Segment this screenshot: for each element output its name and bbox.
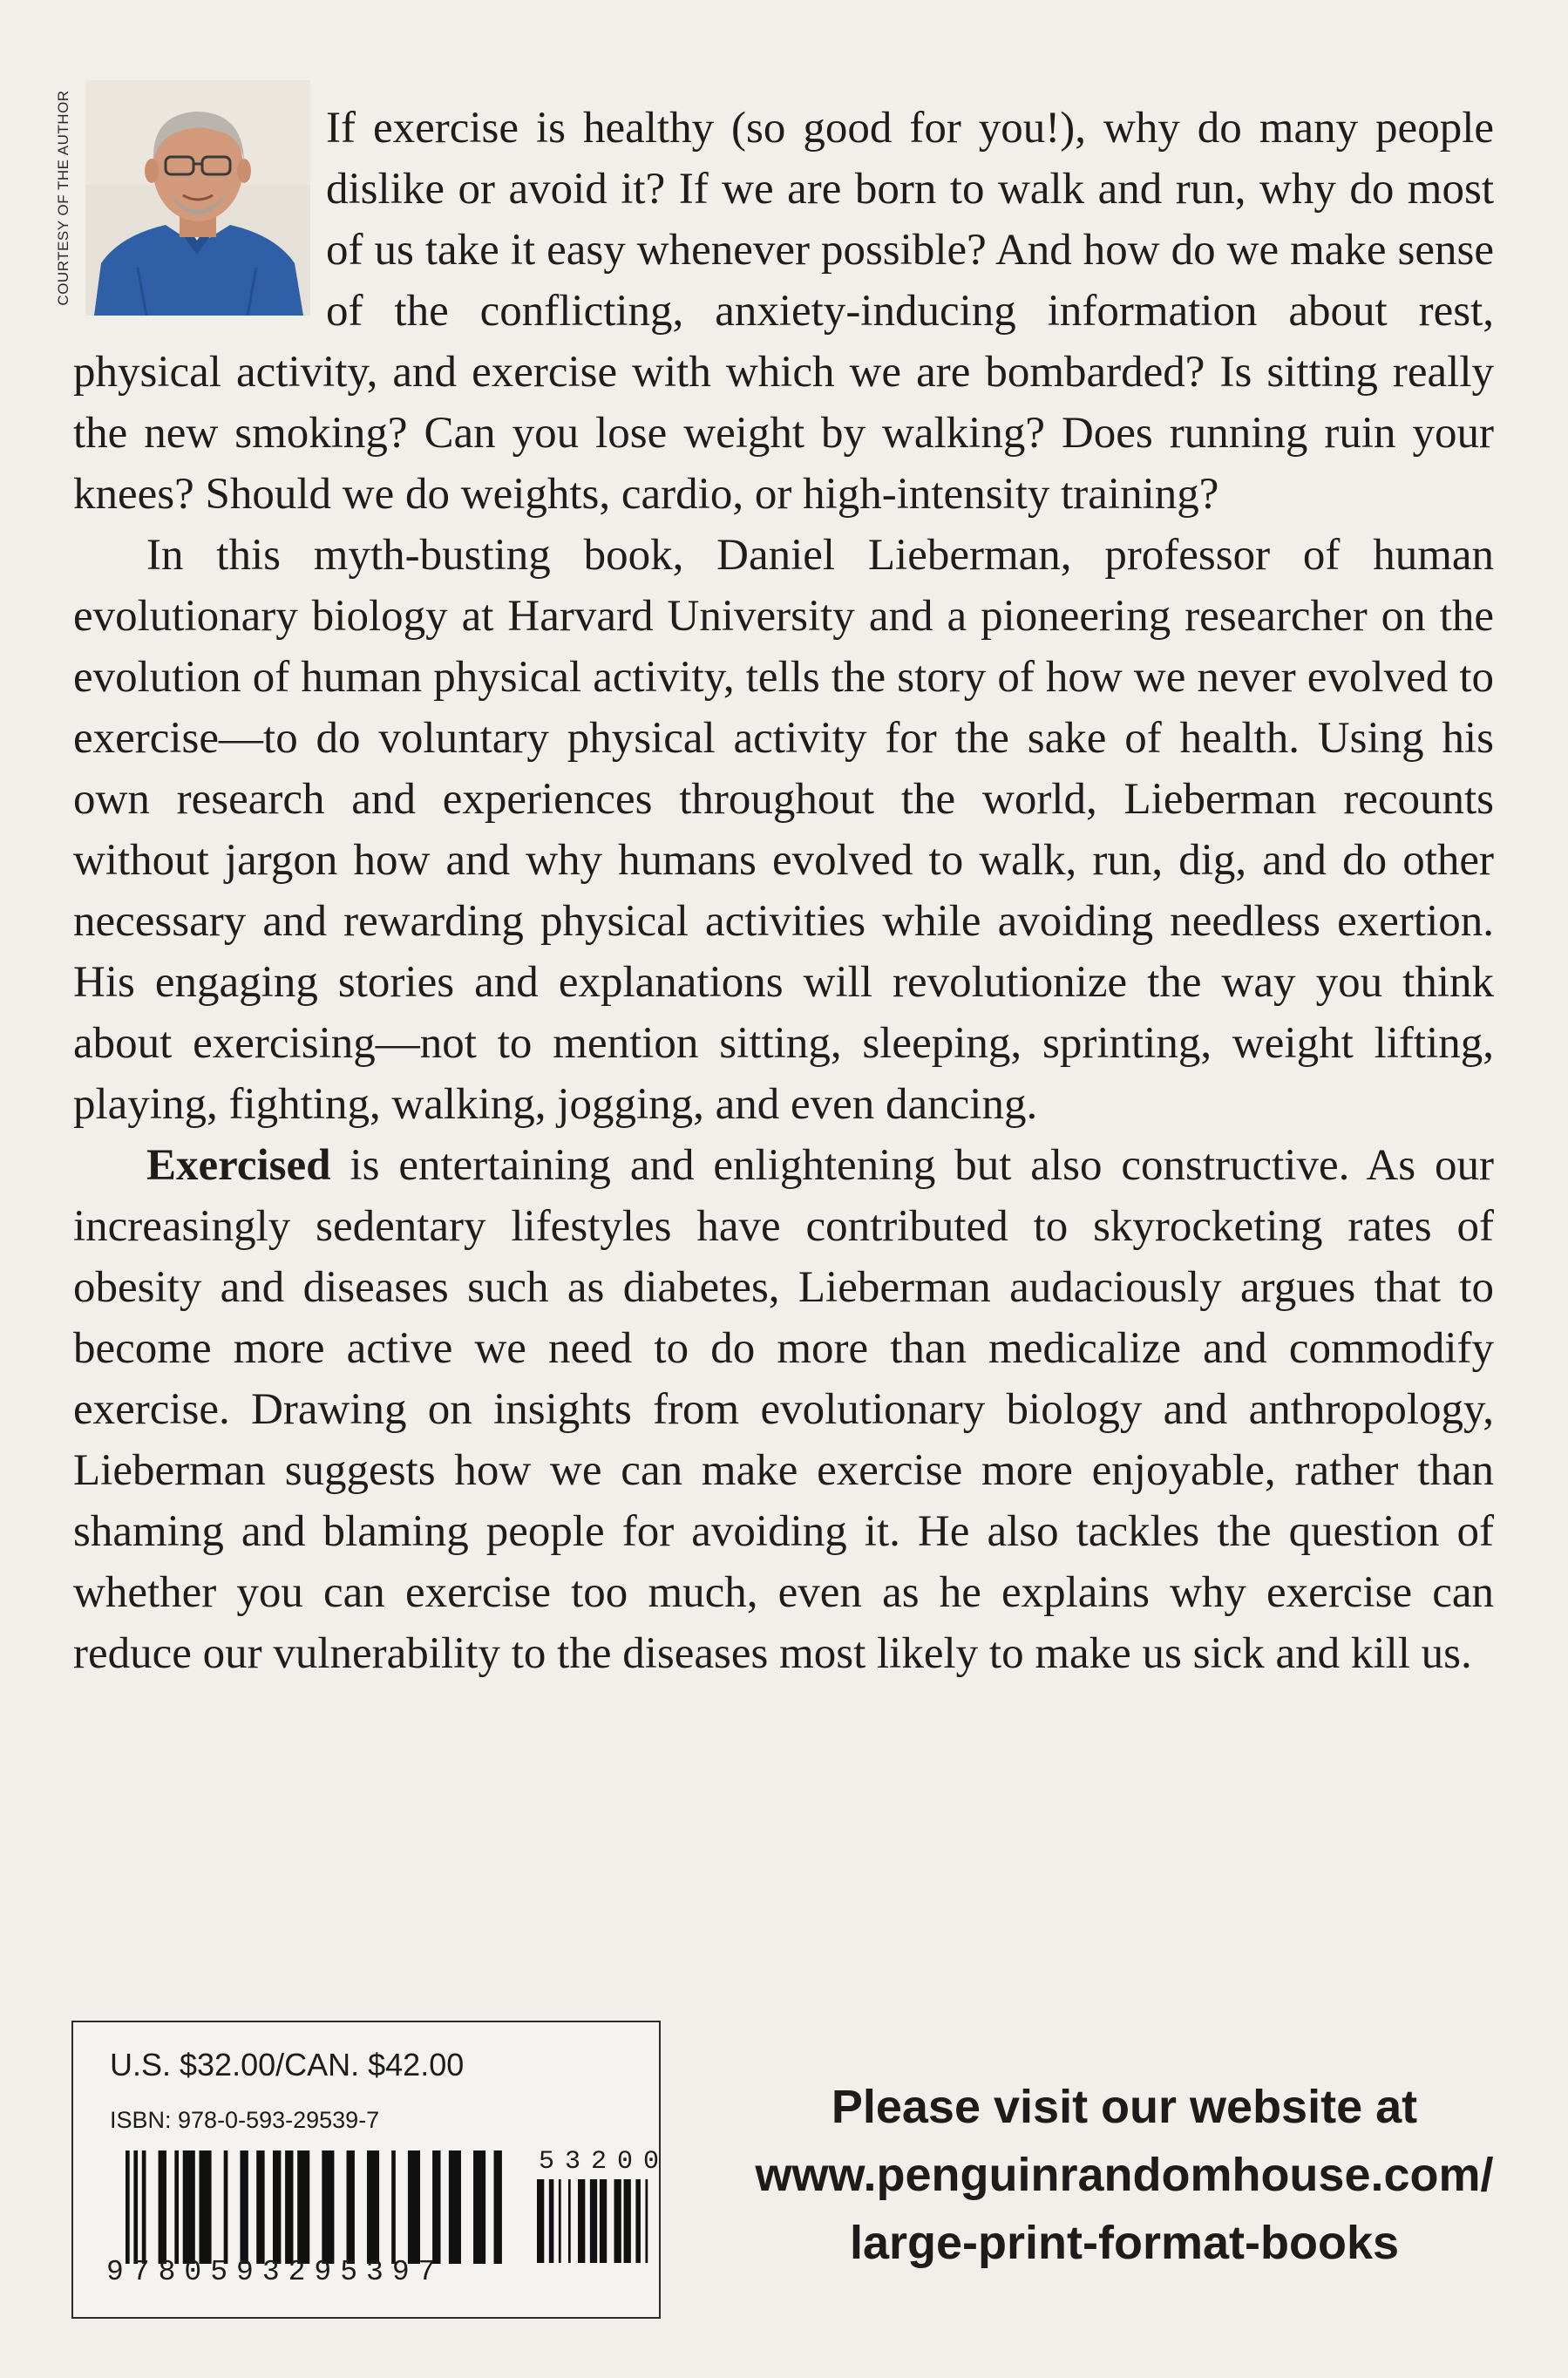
barcode-bar	[559, 2179, 561, 2263]
barcode-bar	[578, 2179, 585, 2263]
barcode-bar	[537, 2179, 544, 2263]
blurb-paragraph-2: In this myth-busting book, Daniel Lieberman, professor of human evolutionary biology at Harvard University and a pioneering researcher on the evolution of human physical activity, tells the story of how we never evolved to exercise—to do voluntary physical activity for the sake of health. Using his own research and experiences throughout the world, Lieberman recounts without jargon how and why humans evolved to walk, run, dig, and do other necessary and rewarding physical activities while avoiding needless exertion. His engaging stories and explanations will revolutionize the way you think about exercising—not to mention sitting, sleeping, sprinting, weight lifting, playing, fighting, walking, jogging, and even dancing.	[73, 531, 1494, 1129]
price-barcode-box	[71, 2021, 670, 2319]
price: U.S. $32.00/CAN. $42.00	[110, 2047, 465, 2082]
website-url-path[interactable]: large-print-format-books	[849, 2217, 1400, 2269]
isbn: ISBN: 978-0-593-29539-7	[110, 2107, 380, 2133]
barcode-bar	[367, 2150, 379, 2264]
blurb-paragraph-3	[73, 1135, 1494, 1684]
book-title: Exercised	[146, 1141, 331, 1190]
barcode-bar	[224, 2150, 228, 2264]
barcode-bar	[614, 2179, 621, 2263]
supplement-digits: 53200	[539, 2147, 670, 2177]
blurb-paragraph-1: If exercise is healthy (so good for you!), why do many people dislike or avoid it? If we are born to walk and run, why do most of us take it easy whenever possible? And how do we make sense of the conflicting, anxiety-inducing information about rest, physical activity, and exercise with which we are bombarded? Is sitting really the new smoking? Can you lose weight by walking? Does running ruin your knees? Should we do weights, cardio, or high-intensity training?	[73, 104, 1494, 519]
barcode-bar	[273, 2150, 281, 2264]
ean13-barcode-icon	[126, 2150, 514, 2264]
website-notice	[689, 2073, 1560, 2277]
photo-credit-text: COURTESY OF THE AUTHOR	[55, 90, 71, 306]
barcode-bar	[159, 2150, 166, 2264]
barcode-bar	[549, 2179, 554, 2263]
website-line-1: Please visit our website at	[831, 2081, 1418, 2133]
barcode-bar	[174, 2150, 179, 2264]
barcode-bar	[285, 2150, 293, 2264]
barcode	[126, 2150, 514, 2264]
website-url[interactable]: www.penguinrandomhouse.com/	[755, 2149, 1494, 2201]
ean5-barcode-icon	[537, 2179, 650, 2263]
barcode-bar	[635, 2179, 641, 2263]
barcode-bar	[297, 2150, 309, 2264]
barcode-bar	[142, 2150, 146, 2264]
supplement-barcode	[537, 2179, 650, 2263]
barcode-bar	[408, 2150, 420, 2264]
barcode-bar	[322, 2150, 334, 2264]
barcode-bar	[240, 2150, 248, 2264]
barcode-digits: 9780593295397	[106, 2256, 445, 2288]
barcode-bar	[645, 2179, 648, 2263]
barcode-bar	[183, 2150, 195, 2264]
blurb	[73, 98, 1494, 1684]
barcode-bar	[133, 2150, 138, 2264]
barcode-bar	[568, 2179, 571, 2263]
barcode-bar	[624, 2179, 631, 2263]
blurb-paragraph-3-text: is entertaining and enlightening but also constructive. As our increasingly sedentary lifestyles have contributed to skyrocketing rates of obesity and diseases such as diabetes, Lieberman audaciously argues that to become more active we need to do more than medicalize and commodify exercise. Drawing on insights from evolutionary biology and anthropology, Lieberman suggests how we can make exercise more enjoyable, rather than shaming and blaming people for avoiding it. He also tackles the question of whether you can exercise too much, even as he explains why exercise can reduce our vulnerability to the diseases most likely to make us sick and kill us.	[73, 1141, 1494, 1678]
barcode-bar	[449, 2150, 461, 2264]
barcode-bar	[473, 2150, 485, 2264]
barcode-bar	[600, 2179, 607, 2263]
barcode-bar	[126, 2150, 130, 2264]
barcode-bar	[347, 2150, 355, 2264]
photo-text-wrap-spacer	[73, 91, 326, 305]
barcode-bar	[200, 2150, 212, 2264]
barcode-bar	[494, 2150, 502, 2264]
barcode-bar	[256, 2150, 264, 2264]
barcode-bar	[590, 2179, 597, 2263]
barcode-bar	[432, 2150, 440, 2264]
barcode-bar	[391, 2150, 396, 2264]
